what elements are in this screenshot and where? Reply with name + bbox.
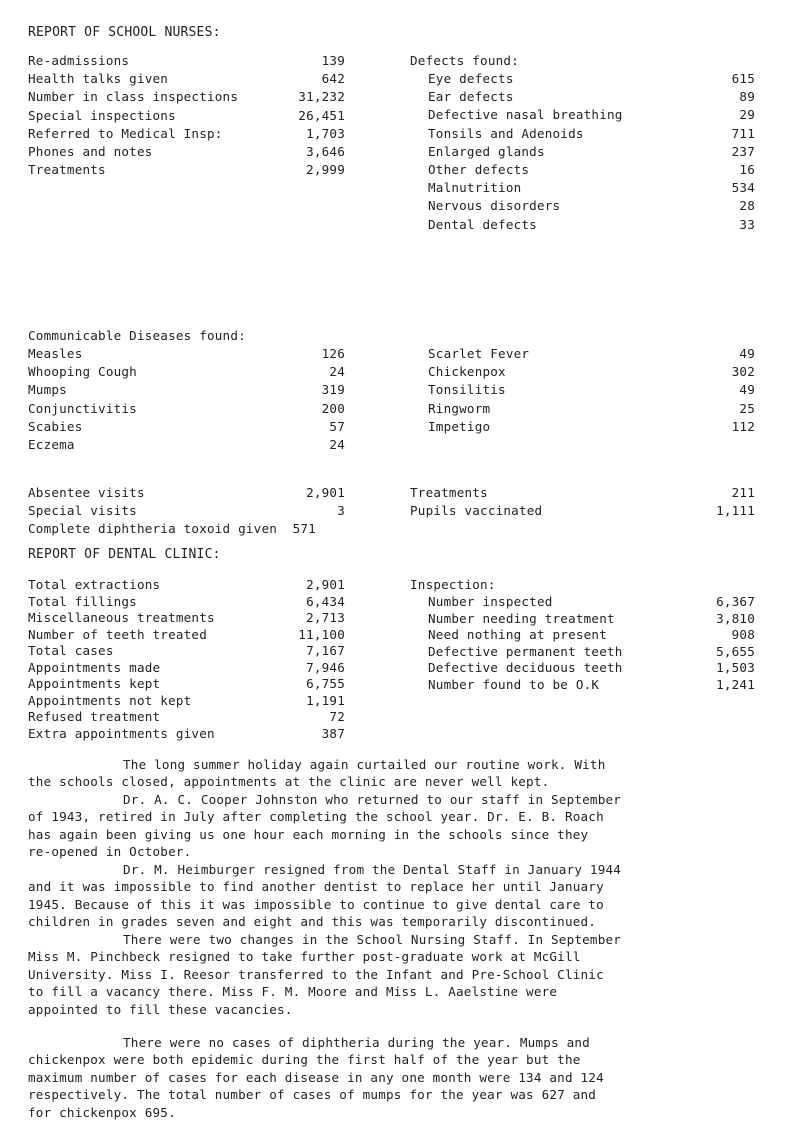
nurses-left-value: 26,451 bbox=[298, 107, 345, 123]
p2-line: of 1943, retired in July after completing the school year. Dr. E. B. Roach bbox=[28, 809, 604, 825]
nurses-left-value: 642 bbox=[321, 71, 345, 87]
comm-left-value: 319 bbox=[321, 382, 345, 398]
dental-left-value: 6,755 bbox=[306, 676, 345, 691]
p1-line: The long summer holiday again curtailed our routine work. With bbox=[123, 757, 606, 772]
dental-left-value: 1,191 bbox=[306, 692, 345, 708]
inspection-label: Number needing treatment bbox=[428, 610, 615, 626]
diphtheria-line: Complete diphtheria toxoid given 571 bbox=[28, 521, 316, 536]
comm-right-label: Scarlet Fever bbox=[428, 346, 530, 361]
visits-left-label: Absentee visits bbox=[28, 485, 145, 500]
defects-value: 711 bbox=[731, 125, 755, 141]
visits-right-value: 1,111 bbox=[716, 503, 755, 519]
inspection-value: 908 bbox=[731, 627, 755, 642]
paragraph-dental-staff bbox=[28, 861, 780, 931]
dental-left-value: 6,434 bbox=[306, 593, 345, 609]
p4-line: appointed to fill these vacancies. bbox=[28, 1001, 293, 1017]
visits-right-label: Treatments bbox=[410, 485, 488, 500]
p2-line: Dr. A. C. Cooper Johnston who returned to our staff in September bbox=[123, 792, 622, 807]
nurses-left-value: 1,703 bbox=[306, 125, 345, 141]
defects-label: Enlarged glands bbox=[428, 143, 545, 159]
defects-label: Ear defects bbox=[428, 89, 514, 105]
inspection-label: Need nothing at present bbox=[428, 627, 607, 642]
defects-value: 237 bbox=[731, 143, 755, 159]
defects-value: 29 bbox=[739, 107, 755, 123]
defects-heading: Defects found: bbox=[410, 53, 519, 68]
defects-label: Eye defects bbox=[428, 71, 514, 86]
comm-right-value: 112 bbox=[731, 418, 755, 434]
inspection-value: 1,241 bbox=[716, 676, 755, 692]
nurses-left-value: 31,232 bbox=[298, 89, 345, 105]
visits-left-value: 2,901 bbox=[306, 485, 345, 500]
comm-left-value: 126 bbox=[321, 346, 345, 361]
p4-line: There were two changes in the School Nursing Staff. In September bbox=[123, 932, 622, 947]
nurses-left-value: 139 bbox=[321, 53, 345, 68]
p5-line: chickenpox were both epidemic during the first half of the year but the bbox=[28, 1052, 581, 1068]
p2-line: has again been giving us one hour each morning in the schools since they bbox=[28, 826, 589, 842]
nurses-left-label: Phones and notes bbox=[28, 144, 153, 159]
p1-line: the schools closed, appointments at the clinic are never well kept. bbox=[28, 774, 550, 790]
defects-value: 33 bbox=[739, 216, 755, 232]
defects-label: Dental defects bbox=[428, 216, 537, 232]
defects-value: 534 bbox=[731, 180, 755, 196]
dental-left-value: 2,713 bbox=[306, 610, 345, 625]
nurses-left-label: Referred to Medical Insp: bbox=[28, 125, 223, 141]
nurses-left-label: Treatments bbox=[28, 162, 106, 178]
nurses-left-label: Number in class inspections bbox=[28, 89, 239, 105]
comm-left-label: Conjunctivitis bbox=[28, 400, 137, 416]
dental-left-value: 72 bbox=[329, 709, 345, 724]
comm-left-label: Eczema bbox=[28, 437, 75, 452]
inspection-label: Number inspected bbox=[428, 594, 553, 609]
inspection-label: Defective deciduous teeth bbox=[428, 660, 623, 675]
dental-left-value: 2,901 bbox=[306, 577, 345, 592]
comm-right-label: Tonsilitis bbox=[428, 382, 506, 398]
defects-label: Tonsils and Adenoids bbox=[428, 125, 584, 141]
comm-left-value: 24 bbox=[329, 437, 345, 452]
visits-left-label: Special visits bbox=[28, 503, 137, 519]
dental-left-value: 387 bbox=[321, 725, 345, 741]
comm-right-value: 25 bbox=[739, 400, 755, 416]
p5-line: There were no cases of diphtheria during the year. Mumps and bbox=[123, 1035, 590, 1050]
inspection-value: 3,810 bbox=[716, 610, 755, 626]
comm-left-label: Measles bbox=[28, 346, 83, 361]
comm-left-label: Mumps bbox=[28, 382, 67, 398]
paragraph-diseases bbox=[28, 1034, 780, 1121]
dental-left-label: Total cases bbox=[28, 643, 114, 658]
paragraph-nursing-staff bbox=[28, 931, 780, 1018]
paragraph-summer-holiday bbox=[28, 756, 780, 791]
comm-left-value: 57 bbox=[329, 418, 345, 434]
p3-line: children in grades seven and eight and this was temporarily discontinued. bbox=[28, 914, 597, 930]
communicable-heading: Communicable Diseases found: bbox=[28, 328, 246, 343]
p3-line: Dr. M. Heimburger resigned from the Dental Staff in January 1944 bbox=[123, 862, 622, 877]
p5-line: respectively. The total number of cases of mumps for the year was 627 and bbox=[28, 1087, 597, 1103]
dental-left-label: Total extractions bbox=[28, 577, 161, 592]
comm-right-value: 302 bbox=[731, 364, 755, 380]
dental-left-label: Appointments kept bbox=[28, 676, 161, 691]
comm-right-label: Impetigo bbox=[428, 418, 491, 434]
inspection-value: 1,503 bbox=[716, 660, 755, 675]
visits-right-value: 211 bbox=[731, 485, 755, 500]
defects-value: 615 bbox=[731, 71, 755, 86]
inspection-heading: Inspection: bbox=[410, 577, 496, 592]
comm-left-value: 200 bbox=[321, 400, 345, 416]
dental-left-label: Extra appointments given bbox=[28, 725, 215, 741]
comm-right-label: Ringworm bbox=[428, 400, 491, 416]
p3-line: and it was impossible to find another dentist to replace her until January bbox=[28, 879, 604, 895]
p5-line: for chickenpox 695. bbox=[28, 1104, 176, 1120]
dental-left-label: Appointments made bbox=[28, 659, 161, 675]
nurses-left-label: Special inspections bbox=[28, 107, 176, 123]
dental-left-value: 11,100 bbox=[298, 626, 345, 642]
nurses-left-label: Health talks given bbox=[28, 71, 169, 87]
visits-left-value: 3 bbox=[337, 503, 345, 519]
comm-left-label: Scabies bbox=[28, 418, 83, 434]
inspection-label: Number found to be O.K bbox=[428, 676, 600, 692]
paragraph-staff-doctors bbox=[28, 791, 780, 861]
defects-label: Malnutrition bbox=[428, 180, 522, 196]
p4-line: Miss M. Pinchbeck resigned to take further post-graduate work at McGill bbox=[28, 949, 581, 965]
defects-value: 28 bbox=[739, 198, 755, 214]
dental-left-value: 7,167 bbox=[306, 643, 345, 658]
nurses-left-value: 2,999 bbox=[306, 162, 345, 178]
dental-left-value: 7,946 bbox=[306, 659, 345, 675]
dental-left-label: Appointments not kept bbox=[28, 692, 192, 708]
defects-label: Nervous disorders bbox=[428, 198, 561, 214]
nurses-heading: REPORT OF SCHOOL NURSES: bbox=[28, 25, 221, 40]
inspection-value: 6,367 bbox=[716, 594, 755, 609]
dental-left-label: Total fillings bbox=[28, 593, 137, 609]
p2-line: re-opened in October. bbox=[28, 844, 192, 860]
comm-left-value: 24 bbox=[329, 364, 345, 380]
visits-right-label: Pupils vaccinated bbox=[410, 503, 543, 519]
inspection-value: 5,655 bbox=[716, 643, 755, 659]
dental-heading: REPORT OF DENTAL CLINIC: bbox=[28, 547, 221, 562]
comm-right-value: 49 bbox=[739, 346, 755, 361]
nurses-left-label: Re-admissions bbox=[28, 53, 130, 68]
p5-line: maximum number of cases for each disease in any one month were 134 and 124 bbox=[28, 1069, 604, 1085]
comm-left-label: Whooping Cough bbox=[28, 364, 137, 380]
comm-right-label: Chickenpox bbox=[428, 364, 506, 380]
comm-right-value: 49 bbox=[739, 382, 755, 398]
defects-label: Other defects bbox=[428, 162, 530, 177]
defects-value: 16 bbox=[739, 162, 755, 177]
defects-label: Defective nasal breathing bbox=[428, 107, 623, 123]
dental-left-label: Miscellaneous treatments bbox=[28, 610, 215, 625]
p4-line: to fill a vacancy there. Miss F. M. Moore and Miss L. Aaelstine were bbox=[28, 984, 558, 1000]
dental-left-label: Refused treatment bbox=[28, 709, 161, 724]
p3-line: 1945. Because of this it was impossible to continue to give dental care to bbox=[28, 896, 604, 912]
defects-value: 89 bbox=[739, 89, 755, 105]
dental-left-label: Number of teeth treated bbox=[28, 626, 207, 642]
p4-line: University. Miss I. Reesor transferred to the Infant and Pre-School Clinic bbox=[28, 966, 604, 982]
inspection-label: Defective permanent teeth bbox=[428, 643, 623, 659]
nurses-left-value: 3,646 bbox=[306, 144, 345, 159]
